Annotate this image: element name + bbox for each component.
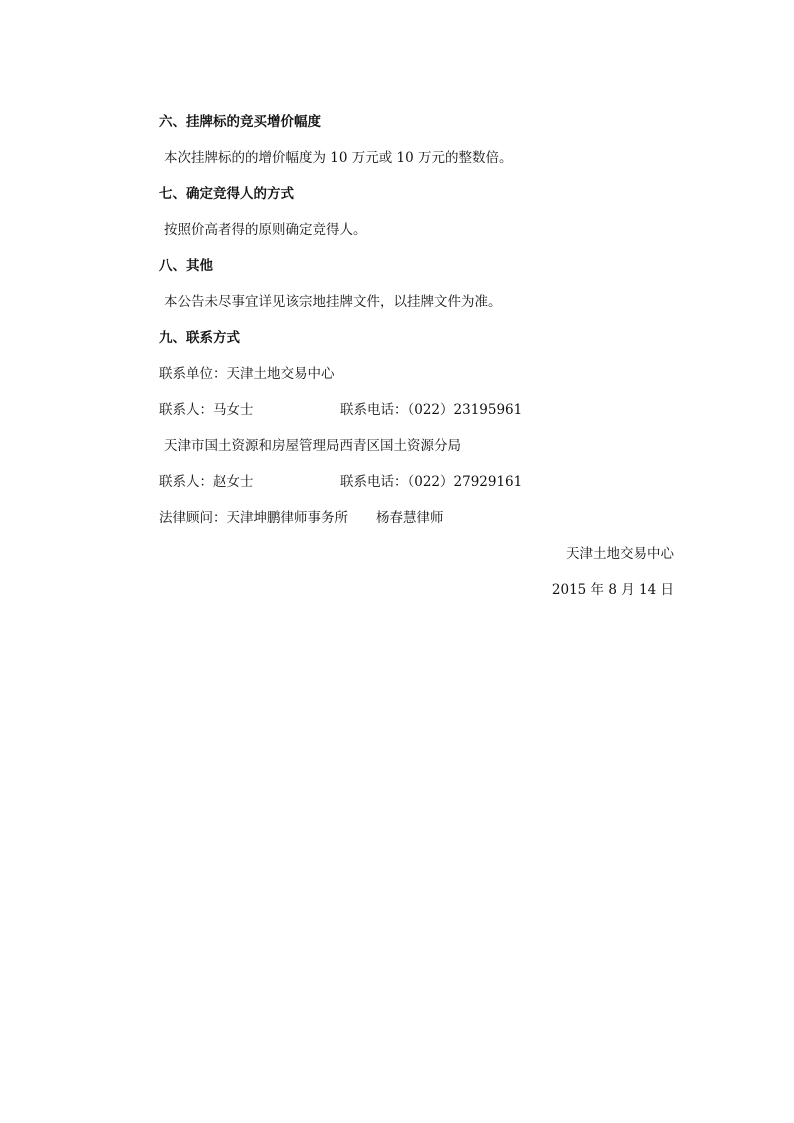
contact-2-name: 联系人：赵女士 xyxy=(159,474,254,490)
section-6-body: 本次挂牌标的的增价幅度为 10 万元或 10 万元的整数倍。 xyxy=(164,150,513,166)
contact-1-phone: 联系电话：（022）23195961 xyxy=(340,402,523,418)
section-7-heading: 七、确定竞得人的方式 xyxy=(159,186,294,202)
signature-date: 2015 年 8 月 14 日 xyxy=(551,582,674,598)
section-8-body: 本公告未尽事宜详见该宗地挂牌文件，以挂牌文件为准。 xyxy=(164,294,502,310)
section-7-body: 按照价高者得的原则确定竞得人。 xyxy=(164,222,367,238)
contact-2-phone: 联系电话：（022）27929161 xyxy=(340,474,523,490)
section-6-heading: 六、挂牌标的竞买增价幅度 xyxy=(159,114,321,130)
bureau-name: 天津市国土资源和房屋管理局西青区国土资源分局 xyxy=(164,438,461,454)
contact-row-1 xyxy=(159,401,559,419)
contact-1-name: 联系人：马女士 xyxy=(159,402,254,418)
lawyer-name: 杨春慧律师 xyxy=(376,510,444,526)
signature-org: 天津土地交易中心 xyxy=(566,546,674,562)
section-8-heading: 八、其他 xyxy=(159,258,213,274)
section-9-heading: 九、联系方式 xyxy=(159,330,240,346)
contact-unit: 联系单位：天津土地交易中心 xyxy=(159,366,335,382)
contact-row-2 xyxy=(159,473,559,491)
legal-advisor: 法律顾问：天津坤鹏律师事务所 xyxy=(159,510,348,526)
legal-advisor-row xyxy=(159,509,559,527)
